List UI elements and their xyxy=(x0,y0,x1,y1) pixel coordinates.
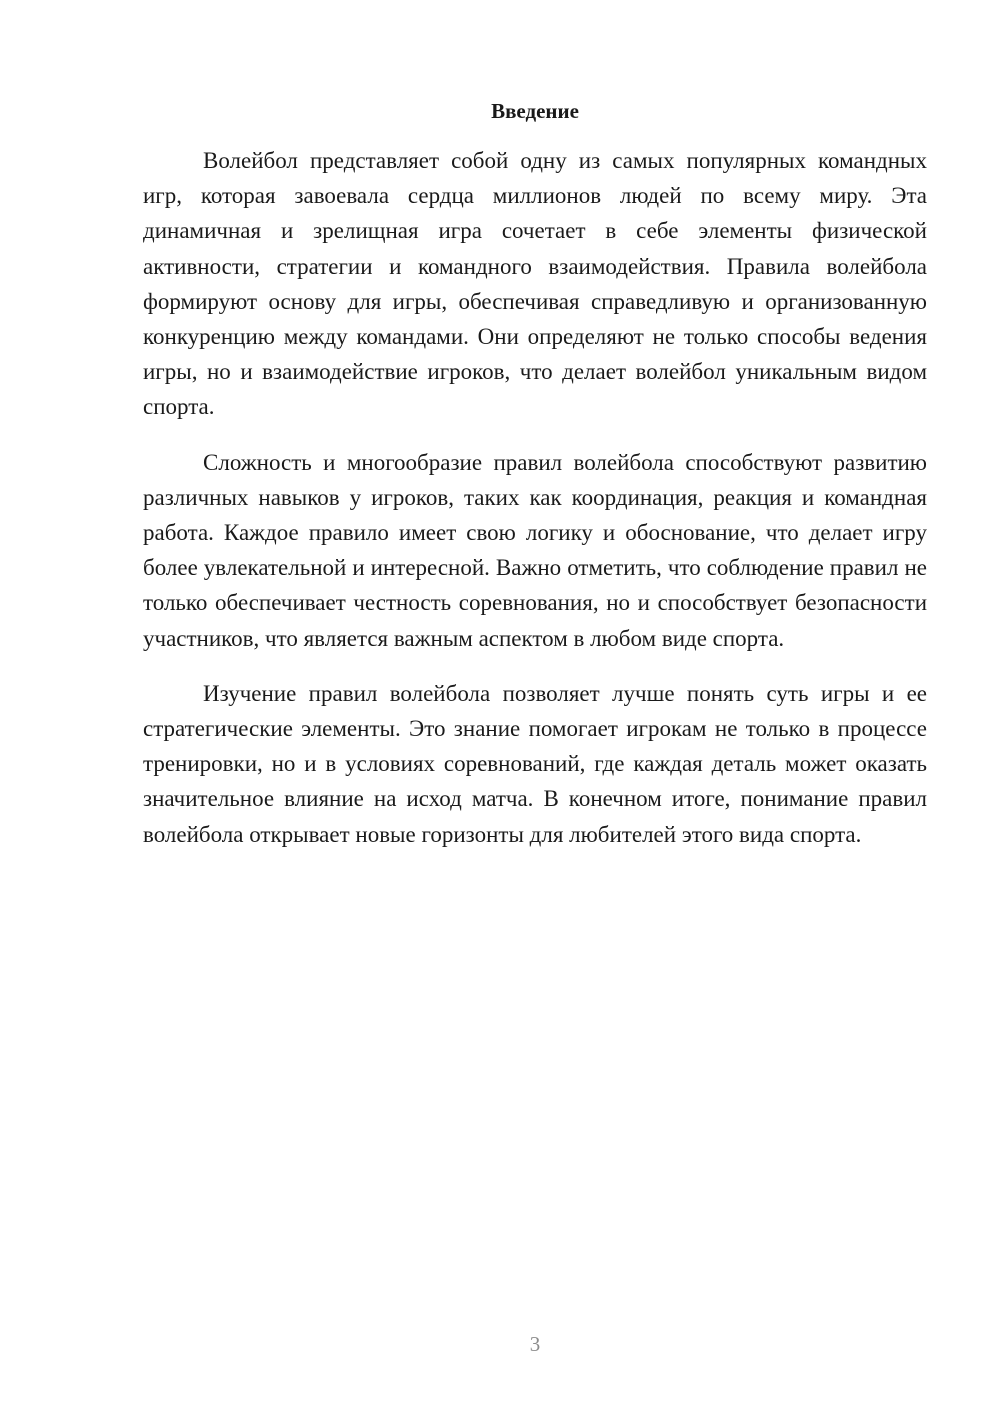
page-number: 3 xyxy=(529,1332,541,1356)
paragraph-3: Изучение правил волейбола позволяет лучше понять суть игры и ее стратегические элементы. Это знание помогает игрокам не только в процессе тренировки, но и в условиях соревнований, где каждая деталь может оказать значительное влияние на исход матча. В конечном итоге, понимание правил волейбола открывает новые горизонты для любителей этого вида спорта. xyxy=(143,680,927,847)
section-heading: Введение xyxy=(491,99,579,123)
body-text xyxy=(143,143,927,872)
paragraph-2: Сложность и многообразие правил волейбола способствуют развитию различных навыков у игроков, таких как координация, реакция и командная работа. Каждое правило имеет свою логику и обоснование, что делает игру более увлекательной и интересной. Важно отметить, что соблюдение правил не только обеспечивает честность соревнования, но и способствует безопасности участников, что является важным аспектом в любом виде спорта. xyxy=(143,449,927,651)
paragraph-1: Волейбол представляет собой одну из самых популярных командных игр, которая завоевала сердца миллионов людей по всему миру. Эта динамичная и зрелищная игра сочетает в себе элементы физической активности, стратегии и командного взаимодействия. Правила волейбола формируют основу для игры, обеспечивая справедливую и организованную конкуренцию между командами. Они определяют не только способы ведения игры, но и взаимодействие игроков, что делает волейбол уникальным видом спорта. xyxy=(143,148,927,420)
